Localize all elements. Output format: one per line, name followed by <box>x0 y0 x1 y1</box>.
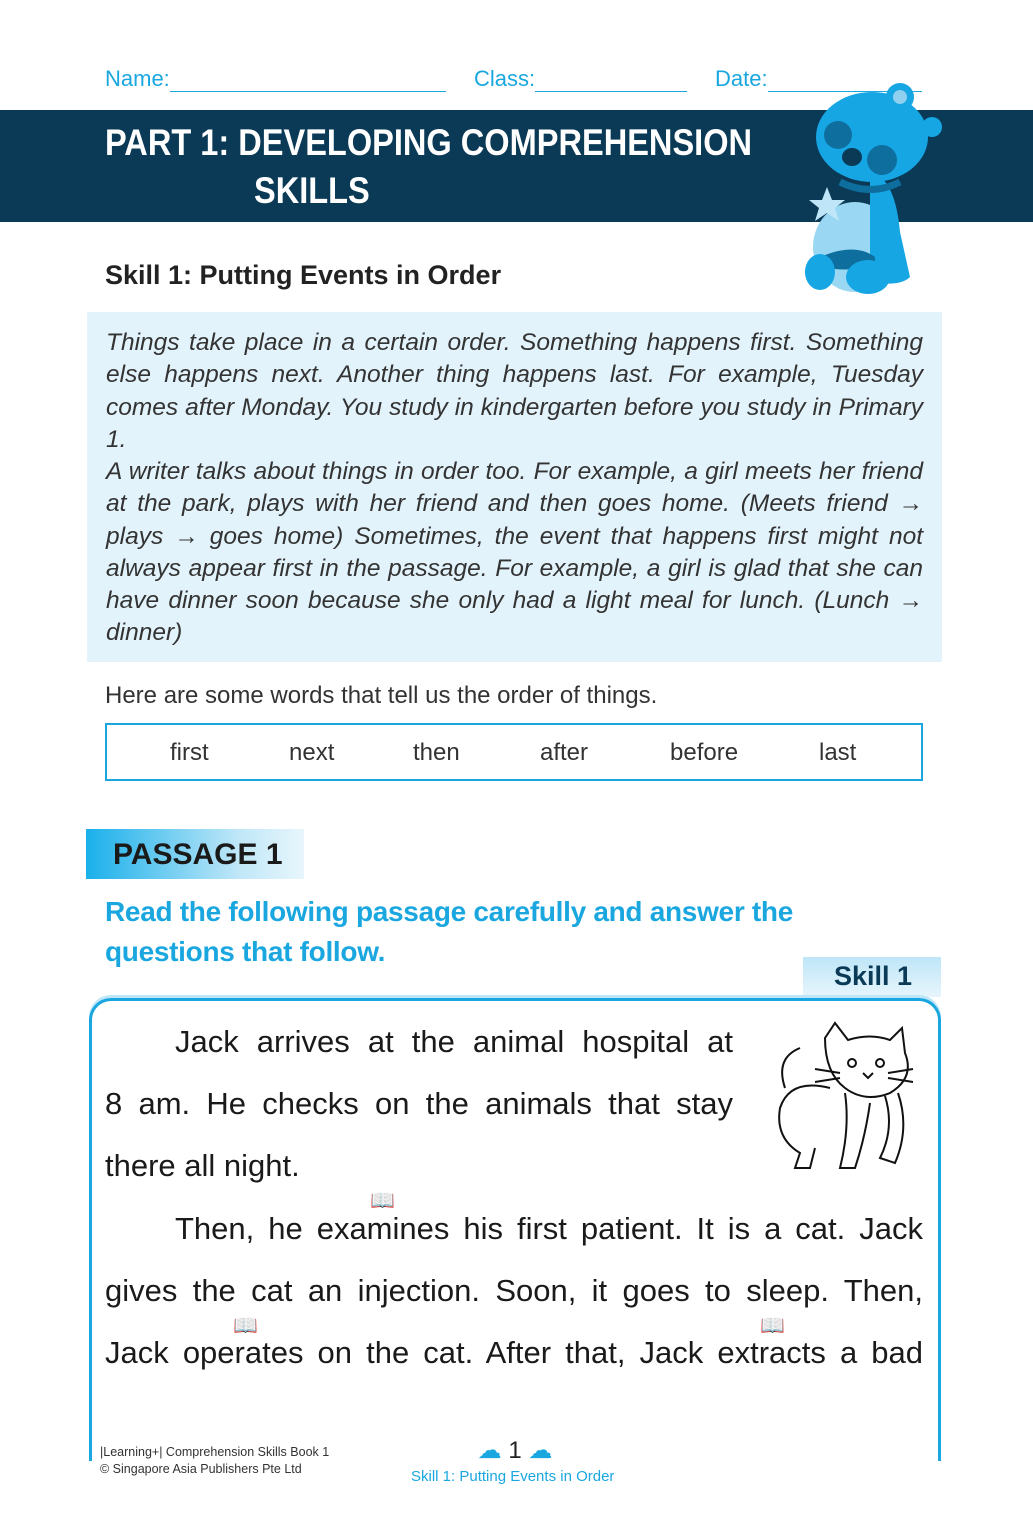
bear-ornament-icon: ☁ <box>528 1437 553 1464</box>
footer-credits <box>100 1444 329 1478</box>
class-line[interactable] <box>535 71 687 92</box>
order-words-box <box>105 723 923 781</box>
name-label: Name: <box>105 66 170 91</box>
name-line[interactable] <box>170 71 446 92</box>
order-word: next <box>289 739 335 766</box>
passage-line: Jack operates on the cat. After that, Jack extracts a bad <box>105 1335 923 1370</box>
order-words-intro: Here are some words that tell us the order of things. <box>105 682 658 709</box>
order-word: after <box>540 739 589 766</box>
date-label: Date: <box>715 66 768 91</box>
skill-tag-label: Skill 1 <box>834 961 913 991</box>
vocabulary-book-icon[interactable]: 📖 <box>760 1315 785 1337</box>
class-label: Class: <box>474 66 536 91</box>
footer-copyright: © Singapore Asia Publishers Pte Ltd <box>100 1462 302 1476</box>
order-word: first <box>170 739 209 766</box>
instruction: Read the following passage carefully and answer the questions that follow. <box>105 896 793 967</box>
intro-box <box>87 312 942 662</box>
passage-line: Jack arrives at the animal hospital at <box>175 1024 733 1059</box>
teddy-bear-icon <box>800 82 945 294</box>
order-word: then <box>413 739 460 766</box>
passage-tag-label: PASSAGE 1 <box>113 838 283 871</box>
bear-ornament-icon: ☁ <box>477 1437 502 1464</box>
intro-paragraph-2: A writer talks about things in order too. For example, a girl meets her friend at the park, plays with her friend and then goes home. (Meets friend → plays → goes home) Sometimes, the event that happens first might not always appear first in the passage. For example, a girl is glad that she can have dinner soon because she only had a light meal for lunch. (Lunch → dinner) <box>106 458 923 647</box>
page-number-value: 1 <box>508 1437 522 1464</box>
page-title: PART 1: DEVELOPING COMPREHENSION <box>105 122 753 163</box>
intro-paragraph-1: Things take place in a certain order. Something happens first. Something else happens next. Another thing happens last. For example, Tuesday comes after Monday. You study in kindergarten before you study in Primary 1. <box>106 329 923 453</box>
page-number <box>430 1436 600 1465</box>
vocabulary-book-icon[interactable]: 📖 <box>233 1315 258 1337</box>
passage-line: gives the cat an injection. Soon, it goes to sleep. Then, <box>105 1273 923 1308</box>
class-field[interactable] <box>474 66 687 92</box>
order-word: before <box>670 739 739 766</box>
passage-tag <box>86 829 304 879</box>
passage-line: Then, he examines his first patient. It is a cat. Jack <box>175 1211 923 1246</box>
name-field[interactable] <box>105 66 446 92</box>
order-word: last <box>819 739 857 766</box>
cat-illustration-icon <box>770 1018 920 1173</box>
skill-tag <box>803 957 941 997</box>
footer-section: Skill 1: Putting Events in Order <box>411 1468 615 1485</box>
passage-line: 8 am. He checks on the animals that stay <box>105 1086 733 1121</box>
skill-heading: Skill 1: Putting Events in Order <box>105 260 502 290</box>
footer-book-title: |Learning+| Comprehension Skills Book 1 <box>100 1445 330 1459</box>
passage-line: there all night. <box>105 1148 300 1183</box>
page-title-line2: SKILLS <box>254 170 370 211</box>
vocabulary-book-icon[interactable]: 📖 <box>370 1190 395 1212</box>
